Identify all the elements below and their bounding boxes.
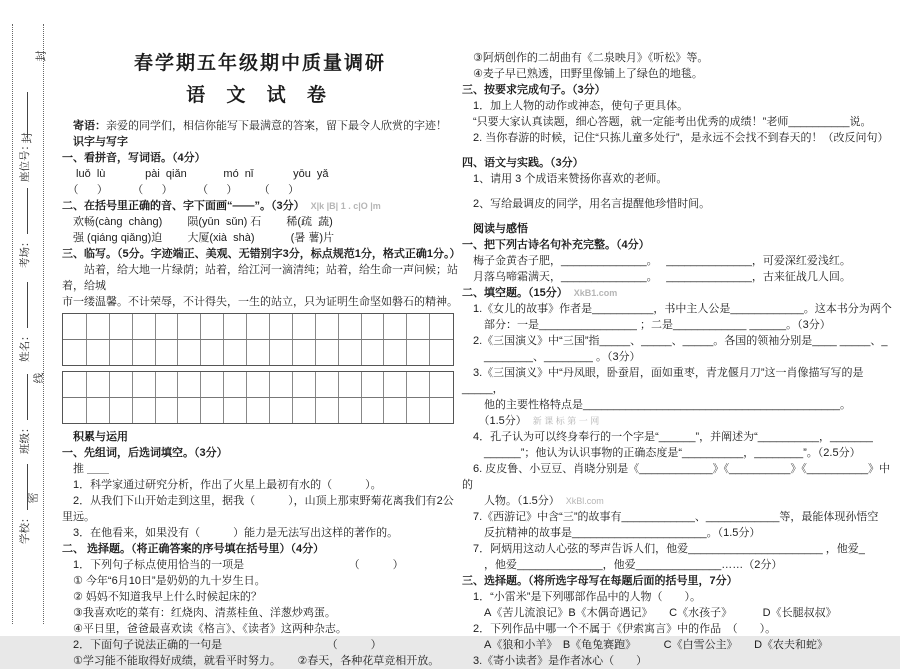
- grid-cell: [132, 340, 155, 365]
- text-line: 2．下列作品中哪一个不属于《伊索寓言》中的作品 （ ）。: [462, 623, 777, 635]
- grid-cell: [63, 340, 86, 365]
- text-line: luǒ lù pài qiǎn mó nǐ yōu yǎ: [62, 168, 329, 180]
- grid-cell: [86, 340, 109, 365]
- seal-dotted-line-inner: [43, 24, 44, 624]
- spacer: [462, 187, 892, 196]
- grid-cell: [177, 398, 200, 423]
- text-line: 人物。（1.5分） XkBl.com: [462, 495, 604, 507]
- section-heading: 二、在括号里正确的音、字下面画“——”。（3分） X|k |B| 1 . c|O |m: [62, 200, 381, 212]
- grid-cell: [429, 314, 452, 339]
- text-line: 4．孔子认为可以终身奉行的一个字是“______”，并阐述为“__________，_______: [462, 431, 873, 443]
- field-blank-line: [19, 92, 28, 138]
- text-line: （ ） （ ） （ ） （ ）: [62, 184, 300, 196]
- text-line: 强 (qiáng qiǎng)迫 大厦(xià shà) (暑 薯)片: [62, 232, 334, 244]
- grid-cell: [406, 398, 429, 423]
- student-info-field: [17, 465, 32, 545]
- grid-cell: [109, 372, 132, 397]
- grid-cell: [246, 314, 269, 339]
- text-line: 1．“小雷米”是下列哪部作品中的人物（ ）。: [462, 591, 701, 603]
- text-line: 推 ＿＿: [62, 463, 110, 475]
- text-line: 1．加上人物的动作或神态，使句子更具体。: [462, 100, 689, 112]
- grid-cell: [200, 340, 223, 365]
- grid-cell: [246, 398, 269, 423]
- grid-cell: [200, 372, 223, 397]
- paper-title: 春学期五年级期中质量调研: [133, 53, 386, 74]
- text-line: ③阿炳创作的二胡曲有《二泉映月》《听松》等。: [462, 52, 709, 64]
- grid-cell: [338, 372, 361, 397]
- section-heading: 阅读与感悟: [462, 223, 528, 235]
- text-line: 1、请用 3 个成语来赞扬你喜欢的老师。: [462, 173, 668, 185]
- text-line: 月落乌啼霜满天，______________。 ______________，古来征战几人回。: [462, 271, 851, 283]
- grid-cell: [177, 314, 200, 339]
- text-line: A《狼和小羊》 B《龟兔赛跑》 C《白雪公主》 D《农夫和蛇》: [462, 639, 829, 651]
- section-heading: 三、按要求完成句子。（3分）: [462, 84, 606, 96]
- seal-character: 封: [21, 132, 34, 144]
- text-line: ② 妈妈不知道我早上什么时候起床的？: [62, 591, 262, 603]
- grid-cell: [383, 340, 406, 365]
- writing-practice-grid: [62, 313, 458, 424]
- text-line: ③我喜欢吃的菜有：红烧肉、清蒸桂鱼、洋葱炒鸡蛋。: [62, 607, 336, 619]
- grid-cell: [315, 340, 338, 365]
- text-line: 市一缕温馨。不计荣辱，不计得失，一生的站立，只为证明生命坚如磐石的精神。: [62, 296, 458, 308]
- text-line: ______”；他认为认识事物的正确态度是“__________，________”。（2.5分）: [462, 447, 861, 459]
- grid-cell: [315, 314, 338, 339]
- left-column-content: [62, 118, 461, 669]
- section-heading: 二、 选择题。（将正确答案的序号填在括号里）（4分）: [62, 543, 325, 555]
- section-heading: 积累与运用: [62, 431, 128, 443]
- text-line: “只要大家认真读题，细心答题，就一定能考出优秀的成绩！”老师__________说。: [462, 116, 872, 128]
- grid-cell: [155, 340, 178, 365]
- grid-cell: [177, 340, 200, 365]
- seal-character: 线: [33, 372, 46, 384]
- text-line: 部分：一是________________ ；二是____________ ______。（3分）: [462, 319, 831, 331]
- left-column: [62, 44, 461, 669]
- text-line: 2.《三国演义》中“三国”指_____、_____、_____。各国的领袖分别是____ _____、_: [462, 335, 888, 347]
- section-heading: 一、把下列古诗名句补充完整。（4分）: [462, 239, 650, 251]
- student-info-field: [17, 92, 32, 182]
- right-column-content: [462, 50, 892, 669]
- section-heading: 二、填空题。（15分） XkB1.com: [462, 287, 618, 299]
- grid-cell: [132, 314, 155, 339]
- grid-cell: [155, 314, 178, 339]
- text-line: 2．从我们下山开始走到这里，据我（ ），山顶上那束野菊花离我们有2公里远。: [62, 495, 454, 523]
- text-line: （1.5分） 新 课 标 第 一 网: [462, 415, 600, 427]
- grid-cell: [63, 314, 86, 339]
- field-blank-line: [19, 375, 28, 421]
- grid-cell: [109, 398, 132, 423]
- text-line: A《苦儿流浪记》B《木偶奇遇记》 C《水孩子》 D《长腿叔叔》: [462, 607, 837, 619]
- seal-dotted-line-outer: [12, 24, 13, 624]
- text-line: 站着，给大地一片绿荫；站着，给江河一滴清纯；站着，给生命一声问候；站着，给城: [62, 264, 458, 292]
- text-line: 1．科学家通过研究分析，作出了火星上最初有水的（ ）。: [62, 479, 382, 491]
- grid-cell: [63, 398, 86, 423]
- text-line: 他的主要性格特点是__________________________________________。: [462, 399, 851, 411]
- paper-subtitle: 语 文 试 卷: [186, 85, 334, 106]
- student-info-field: [17, 375, 32, 455]
- text-line: ① 今年“6月10日”是奶奶的九十岁生日。: [62, 575, 266, 587]
- grid-cell: [429, 372, 452, 397]
- grid-cell: [338, 314, 361, 339]
- grid-cell: [338, 398, 361, 423]
- text-line: 2、写给最调皮的同学，用名言提醒他珍惜时间。: [462, 198, 711, 210]
- text-line: 2．下面句子说法正确的一句是 （ ）: [62, 639, 382, 651]
- grid-cell: [429, 340, 452, 365]
- text-line: ④麦子早已熟透，田野里像铺上了绿色的地毯。: [462, 68, 703, 80]
- grid-cell: [406, 314, 429, 339]
- text-line: 7.《西游记》中含“三”的故事有____________、____________等，最能体现孙悟空: [462, 511, 879, 523]
- text-line: 欢畅(càng chàng) 陨(yūn sǔn) 石 稀(疏 蔬): [62, 216, 333, 228]
- seal-character: 密: [27, 492, 40, 504]
- grid-cell: [383, 398, 406, 423]
- grid-cell: [292, 372, 315, 397]
- section-heading: 四、语文与实践。（3分）: [462, 157, 584, 169]
- right-column: [462, 50, 892, 669]
- grid-cell: [315, 372, 338, 397]
- grid-cell: [269, 372, 292, 397]
- grid-cell: [406, 372, 429, 397]
- grid-cell: [269, 314, 292, 339]
- watermark-text: X|k |B| 1 . c|O |m: [310, 201, 381, 211]
- field-label: 姓名：: [19, 330, 31, 362]
- grid-cell: [246, 372, 269, 397]
- field-blank-line: [19, 465, 28, 511]
- grid-cell: [429, 398, 452, 423]
- text-line: 6. 皮皮鲁、小豆豆、肖晓分别是《____________》《__________》《__________》中的: [462, 463, 890, 491]
- field-label: 座位号：: [19, 140, 31, 182]
- grid-cell: [361, 314, 384, 339]
- field-label: 考场：: [19, 236, 31, 268]
- watermark-text: XkB1.com: [573, 288, 618, 298]
- grid-cell: [86, 372, 109, 397]
- spacer: [462, 212, 892, 221]
- section-heading: 识字与写字: [62, 136, 128, 148]
- grid-cell: [292, 314, 315, 339]
- text-line: ①学习能不能取得好成绩，就看平时努力。 ②春天，各种花草竞相开放。: [62, 655, 440, 667]
- grid-cell: [383, 372, 406, 397]
- text-line: 梅子金黄杏子肥，______________。 ______________，可爱深红爱浅红。: [462, 255, 851, 267]
- grid-cell: [292, 340, 315, 365]
- section-heading: 三、选择题。（将所选字母写在每题后面的括号里，7分）: [462, 575, 738, 587]
- field-blank-line: [19, 189, 28, 235]
- text-line: 7．阿炳用这动人心弦的琴声告诉人们，他爱______________________ ，他爱_: [462, 543, 865, 555]
- grid-cell: [361, 340, 384, 365]
- grid-cell: [200, 314, 223, 339]
- grid-cell: [63, 372, 86, 397]
- grid-cell: [269, 398, 292, 423]
- grid-cell: [223, 372, 246, 397]
- text-line: ④平日里，爸爸最喜欢读《格言》、《读者》这两种杂志。: [62, 623, 347, 635]
- grid-cell: [200, 398, 223, 423]
- text-line: 3.《寄小读者》是作者冰心（ ）: [462, 655, 648, 667]
- student-info-field: [17, 189, 32, 269]
- grid-cell: [361, 398, 384, 423]
- watermark-text: XkBl.com: [565, 496, 604, 506]
- grid-cell: [292, 398, 315, 423]
- grid-cell: [132, 372, 155, 397]
- grid-cell: [223, 340, 246, 365]
- field-label: 班级：: [19, 422, 31, 454]
- text-line: ，他爱______________，他爱______________……（2分）: [462, 559, 783, 571]
- text-line: 3．在他看来，如果没有（ ）能力是无法写出这样的著作的。: [62, 527, 399, 539]
- grid-cell: [109, 314, 132, 339]
- section-heading: 一、看拼音，写词语。（4分）: [62, 152, 206, 164]
- spacer: [462, 146, 892, 155]
- text-line: 1.《女儿的故事》作者是__________，书中主人公是____________。这本书分为两个: [462, 303, 892, 315]
- grid-cell: [86, 314, 109, 339]
- seal-character: 封: [35, 50, 48, 62]
- text-line: 2. 当你春游的时候，记住“只拣儿童多处行”，是永远不会找不到春天的！（改反问句）: [462, 132, 889, 144]
- text-line: 1．下列句子标点使用恰当的一项是 （ ）: [62, 559, 404, 571]
- grid-cell: [86, 398, 109, 423]
- section-heading: 三、临写。（5分。字迹端正、美观、无错别字3分，标点规范1分，格式正确1分。）: [62, 248, 461, 260]
- text-line: 寄语：亲爱的同学们，相信你能写下最满意的答案，留下最令人欣赏的字迹！: [62, 120, 447, 132]
- grid-cell: [338, 340, 361, 365]
- grid-cell: [109, 340, 132, 365]
- field-blank-line: [19, 283, 28, 329]
- grid-cell: [155, 398, 178, 423]
- text-line: 反抗精神的故事是______________________。（1.5分）: [462, 527, 761, 539]
- bold-lead-text: 寄语：: [62, 120, 106, 132]
- grid-cell: [223, 398, 246, 423]
- grid-cell: [406, 340, 429, 365]
- grid-cell: [269, 340, 292, 365]
- grid-cell: [361, 372, 384, 397]
- text-line: ________、________ 。（3分）: [462, 351, 641, 363]
- field-label: 学校：: [19, 512, 31, 544]
- section-heading: 一、先组词，后选词填空。（3分）: [62, 447, 228, 459]
- grid-cell: [383, 314, 406, 339]
- grid-cell: [315, 398, 338, 423]
- grid-cell: [155, 372, 178, 397]
- text-line: 3.《三国演义》中“丹凤眼，卧蚕眉，面如重枣，青龙偃月刀”这一肖像描写写的是_____，: [462, 367, 864, 395]
- grid-cell: [223, 314, 246, 339]
- watermark-text: 新 课 标 第 一 网: [532, 416, 600, 426]
- grid-cell: [246, 340, 269, 365]
- student-info-field: [17, 283, 32, 363]
- grid-cell: [177, 372, 200, 397]
- grid-cell: [132, 398, 155, 423]
